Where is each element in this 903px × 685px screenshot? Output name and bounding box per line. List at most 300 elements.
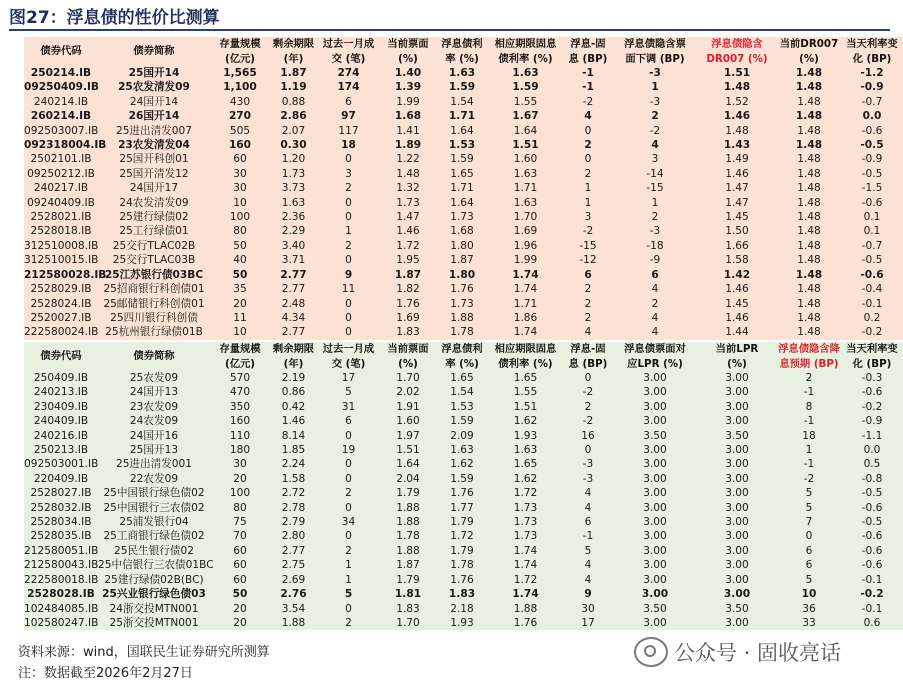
table-cell: -0.1 xyxy=(861,602,883,615)
column-header xyxy=(317,37,380,66)
table-cell: 0 xyxy=(584,153,592,166)
table-cell: 20 xyxy=(233,472,247,485)
table-cell: 1.73 xyxy=(450,211,474,224)
table-cell: 570 xyxy=(229,372,251,384)
table-cell: 1.69 xyxy=(513,225,538,238)
column-header xyxy=(697,37,777,66)
column-header-line: 浮息债隐含降 xyxy=(778,343,840,355)
table-cell: 1.45 xyxy=(725,297,749,310)
table-cell: 1.39 xyxy=(394,81,422,94)
table-cell: 0.5 xyxy=(863,458,881,471)
column-header-line: (亿元) xyxy=(224,357,255,370)
table-cell: 1.51 xyxy=(396,444,420,457)
table-cell: 6 xyxy=(805,559,813,572)
table-cell: 1.74 xyxy=(512,588,539,601)
column-header xyxy=(563,342,613,371)
table-cell: -14 xyxy=(646,167,664,180)
table-cell: 1.59 xyxy=(450,153,474,166)
table-cell: 4 xyxy=(584,559,592,572)
column-header-line: 浮息债隐含票 xyxy=(624,38,686,50)
table-cell: 0.0 xyxy=(862,110,882,123)
column-header xyxy=(697,342,777,371)
column-header xyxy=(436,342,488,371)
table-cell: 1.48 xyxy=(797,326,821,339)
table-cell: 4 xyxy=(651,283,659,296)
table-cell: 3.00 xyxy=(643,530,667,543)
column-header-line: 率 (%) xyxy=(445,357,479,370)
table-cell: 2.72 xyxy=(281,487,306,500)
table-cell: -1 xyxy=(803,458,815,471)
column-header-line: (%) xyxy=(727,357,747,370)
table-lpr-body xyxy=(24,371,903,630)
table-cell: 1.44 xyxy=(725,326,749,339)
column-header-line: 应LPR (%) xyxy=(627,357,683,370)
table-row xyxy=(24,472,903,486)
table-cell: 1.45 xyxy=(725,211,749,224)
table-cell: 1.48 xyxy=(797,182,821,195)
column-header xyxy=(613,37,697,66)
table-cell: 1.89 xyxy=(394,139,422,152)
table-row xyxy=(24,457,903,471)
table-cell: 30 xyxy=(233,167,247,180)
table-cell: 1.48 xyxy=(795,81,823,94)
table-cell: 1.71 xyxy=(450,182,474,195)
table-cell: 274 xyxy=(337,67,360,79)
column-header-line: 浮息-固 xyxy=(570,343,606,355)
table-cell: 09240409.IB xyxy=(27,196,95,209)
table-cell: 1.47 xyxy=(725,182,749,195)
table-cell: 1.59 xyxy=(448,81,476,94)
table-cell: 3.00 xyxy=(725,372,749,384)
table-cell: 20 xyxy=(233,616,247,629)
table-cell: 24浙交投MTN001 xyxy=(109,602,199,615)
table-cell: 0 xyxy=(345,254,352,267)
table-cell: 25进出清发001 xyxy=(115,458,193,471)
table-cell: 1.79 xyxy=(396,573,420,586)
column-header-line: DR007 (%) xyxy=(706,52,768,65)
table-cell: 3.00 xyxy=(643,415,667,428)
table-cell: -0.6 xyxy=(861,386,883,399)
table-cell: 1.74 xyxy=(513,544,538,557)
table-cell: 0.1 xyxy=(863,225,881,238)
table-cell: 0 xyxy=(345,311,352,324)
table-cell: 1.74 xyxy=(513,326,538,339)
table-cell: 2.07 xyxy=(281,124,306,137)
table-cell: 3.50 xyxy=(643,602,667,615)
table-cell: 1.46 xyxy=(725,311,749,324)
table-cell: 1.69 xyxy=(396,311,420,324)
table-cell: 0 xyxy=(345,602,352,615)
column-header xyxy=(488,37,563,66)
table-cell: -0.6 xyxy=(861,544,883,557)
table-cell: 1.88 xyxy=(281,616,306,629)
table-cell: 3.00 xyxy=(725,415,749,428)
table-cell: -0.1 xyxy=(861,573,883,586)
table-cell: 1.78 xyxy=(450,326,474,339)
table-cell: 1 xyxy=(345,559,352,572)
table-row xyxy=(24,210,903,224)
table-row xyxy=(24,80,903,94)
table-cell: 25国开14 xyxy=(128,67,180,79)
table-cell: 50 xyxy=(233,239,247,252)
table-cell: 3.00 xyxy=(643,487,667,500)
table-cell: 6 xyxy=(584,516,592,529)
table-cell: 240409.IB xyxy=(33,415,89,428)
table-cell: 3.40 xyxy=(281,239,306,252)
table-cell: 24国开13 xyxy=(129,386,179,399)
table-cell: 30 xyxy=(233,182,247,195)
table-cell: 4 xyxy=(651,326,659,339)
column-header-line: 当天利率变 xyxy=(846,38,898,50)
table-cell: 3.00 xyxy=(725,386,749,399)
table-cell: 1.64 xyxy=(513,124,538,137)
table-cell: -0.9 xyxy=(861,153,883,166)
table-cell: 3.00 xyxy=(725,458,749,471)
table-cell: 1.72 xyxy=(396,239,420,252)
table-cell: -0.5 xyxy=(860,139,884,152)
table-row xyxy=(24,573,903,587)
table-row xyxy=(24,414,903,428)
column-header-line: 交 (笔) xyxy=(331,357,366,370)
table-cell: 505 xyxy=(229,124,251,137)
table-cell: 25工商银行绿色债02 xyxy=(103,530,205,543)
table-cell: 1.74 xyxy=(513,559,538,572)
table-cell: 25四川银行科创债 xyxy=(110,311,198,324)
table-cell: 1.63 xyxy=(448,67,476,79)
table-cell: 3.00 xyxy=(643,573,667,586)
table-cell: 1.63 xyxy=(281,196,306,209)
table-cell: 3.00 xyxy=(643,444,667,457)
column-header-line: 存量规模 xyxy=(219,38,261,50)
table-cell: -1.1 xyxy=(861,429,883,442)
table-cell: 50 xyxy=(232,268,248,281)
table-cell: 1.99 xyxy=(513,254,538,267)
table-row xyxy=(24,152,903,166)
table-cell: 35 xyxy=(233,283,247,296)
table-cell: 2.18 xyxy=(450,602,474,615)
table-cell: 30 xyxy=(233,458,247,471)
table-cell: -9 xyxy=(649,254,661,267)
table-cell: 5 xyxy=(805,501,813,514)
column-header-line: 息预期 (BP) xyxy=(779,357,839,370)
table-cell: 220409.IB xyxy=(33,472,89,485)
table-cell: 1.86 xyxy=(513,311,538,324)
table-cell: 1.93 xyxy=(513,429,538,442)
table-cell: 2 xyxy=(345,487,352,500)
table-cell: -0.5 xyxy=(861,254,883,267)
table-cell: 10 xyxy=(233,196,247,209)
table-cell: 1.73 xyxy=(281,167,306,180)
table-cell: 2 xyxy=(345,544,352,557)
table-cell: 18 xyxy=(341,139,356,152)
table-cell: 1.73 xyxy=(450,297,474,310)
table-cell: 24国开17 xyxy=(129,182,179,195)
table-cell: -0.7 xyxy=(861,95,883,108)
table-cell: 3.00 xyxy=(725,530,749,543)
table-cell: 4 xyxy=(651,139,659,152)
table-cell: 240217.IB xyxy=(33,182,89,195)
table-cell: 2528034.IB xyxy=(30,516,92,529)
table-row xyxy=(24,311,903,325)
table-cell: 2.86 xyxy=(280,110,307,123)
table-cell: 1.63 xyxy=(513,196,538,209)
table-cell: 3.00 xyxy=(725,616,749,629)
table-cell: 1.48 xyxy=(797,153,821,166)
table-cell: 1 xyxy=(345,573,352,586)
table-cell: 25浙交投MTN001 xyxy=(109,616,199,629)
table-cell: 1.72 xyxy=(513,487,538,500)
table-cell: 1.81 xyxy=(394,588,422,601)
table-cell: 1.88 xyxy=(513,602,538,615)
column-header-line: 债券代码 xyxy=(40,350,82,363)
table-cell: 1.73 xyxy=(513,501,538,514)
column-header-line: 浮息债票面对 xyxy=(624,343,686,355)
table-cell: 1.68 xyxy=(450,225,474,238)
table-cell: 117 xyxy=(338,124,359,137)
column-header-line: 化 (BP) xyxy=(852,357,892,370)
table-cell: -2 xyxy=(582,386,594,399)
table-cell: 25建行绿债02B(BC) xyxy=(104,573,204,586)
table-row xyxy=(24,501,903,515)
table-cell: 25杭州银行绿债01B xyxy=(105,326,203,339)
table-cell: 1.53 xyxy=(448,139,476,152)
table-cell: 3.00 xyxy=(643,372,667,384)
table-cell: 6 xyxy=(651,268,659,281)
column-header-line: 浮息-固 xyxy=(570,38,606,50)
table-cell: 1 xyxy=(651,196,659,209)
table-cell: 25中信银行三农债01BC xyxy=(98,559,214,572)
column-header-line: 化 (BP) xyxy=(852,52,892,65)
table-cell: 1.87 xyxy=(450,254,474,267)
table-cell: 0 xyxy=(345,458,352,471)
figure-title: 图27：浮息债的性价比测算 xyxy=(9,8,220,28)
table-cell: -1 xyxy=(803,415,815,428)
table-cell: 1.79 xyxy=(450,516,474,529)
table-cell: -15 xyxy=(579,239,597,252)
table-cell: 1.67 xyxy=(512,110,539,123)
table-cell: 5 xyxy=(344,588,353,601)
table-cell: 1.70 xyxy=(396,616,420,629)
table-cell: 1.51 xyxy=(512,139,539,152)
table-cell: -1 xyxy=(582,67,594,79)
column-header xyxy=(436,37,488,66)
table-cell: 3.00 xyxy=(643,400,667,413)
table-cell: 2 xyxy=(345,239,352,252)
column-header xyxy=(488,342,563,371)
table-row xyxy=(24,529,903,543)
table-cell: 1.47 xyxy=(725,196,749,209)
table-cell: 1.62 xyxy=(513,472,538,485)
table-cell: 0 xyxy=(345,429,352,442)
table-cell: 2528024.IB xyxy=(30,297,92,310)
table-cell: 0 xyxy=(345,153,352,166)
table-cell: 1.48 xyxy=(797,196,821,209)
column-header-line: 息 (BP) xyxy=(568,357,608,370)
column-header-line: 过去一月成 xyxy=(322,38,375,50)
table-cell: 1.73 xyxy=(513,516,538,529)
table-row xyxy=(24,558,903,572)
table-row xyxy=(24,297,903,311)
table-cell: -1.2 xyxy=(860,67,884,79)
table-cell: 2.19 xyxy=(281,372,306,384)
table-cell: 1.40 xyxy=(394,67,422,79)
table-cell: 1.76 xyxy=(450,573,474,586)
table-cell: 212580028.IB xyxy=(24,268,107,281)
table-row xyxy=(24,124,903,138)
table-cell: 1.20 xyxy=(281,153,306,166)
table-row xyxy=(24,443,903,457)
table-cell: 2 xyxy=(584,139,592,152)
table-cell: 102580247.IB xyxy=(24,616,99,629)
table-cell: 092318004.IB xyxy=(24,139,107,152)
table-cell: 24国开14 xyxy=(129,95,179,108)
table-cell: 1.48 xyxy=(725,124,749,137)
table-cell: 1.60 xyxy=(396,415,420,428)
table-cell: 1.48 xyxy=(795,110,823,123)
table-cell: 222580024.IB xyxy=(24,326,99,339)
table-cell: 3.00 xyxy=(643,516,667,529)
table-cell: 1.93 xyxy=(450,616,474,629)
table-cell: 60 xyxy=(233,573,247,586)
table-cell: 3.50 xyxy=(725,602,749,615)
table-cell: 1.59 xyxy=(450,472,474,485)
table-cell: 4.34 xyxy=(281,311,306,324)
table-cell: 1.83 xyxy=(448,588,476,601)
table-cell: 80 xyxy=(233,225,247,238)
table-cell: 0.1 xyxy=(863,211,881,224)
table-cell: 1.48 xyxy=(797,167,821,180)
table-cell: 2.77 xyxy=(281,544,306,557)
table-cell: 092503007.IB xyxy=(24,124,99,137)
table-cell: 3.00 xyxy=(725,516,749,529)
column-header-line: 债券简称 xyxy=(133,45,175,58)
column-header xyxy=(98,342,210,371)
column-header xyxy=(270,37,317,66)
table-cell: 4 xyxy=(584,487,592,500)
table-cell: 1.49 xyxy=(725,153,749,166)
table-cell: 240213.IB xyxy=(33,386,89,399)
table-row xyxy=(24,224,903,238)
table-cell: 1.48 xyxy=(797,254,821,267)
table-cell: 2528028.IB xyxy=(27,588,95,601)
column-header-line: 相应期限固息 xyxy=(494,343,557,355)
table-cell: 1.63 xyxy=(513,167,538,180)
column-header-line: 率 (%) xyxy=(445,52,479,65)
table-cell: 1.46 xyxy=(725,283,749,296)
table-cell: 19 xyxy=(341,444,356,457)
table-cell: 1.95 xyxy=(396,254,420,267)
table-cell: 1.88 xyxy=(396,516,420,529)
table-cell: 3.00 xyxy=(643,559,667,572)
table-cell: 0 xyxy=(345,326,352,339)
table-cell: 09250212.IB xyxy=(27,167,95,180)
table-cell: 60 xyxy=(233,544,247,557)
table-cell: 25农发清发09 xyxy=(118,81,190,94)
table-cell: 1.87 xyxy=(396,559,420,572)
table-cell: -1.5 xyxy=(861,182,883,195)
table-cell: 1.74 xyxy=(513,283,538,296)
table-cell: 18 xyxy=(802,429,816,442)
table-cell: 1.48 xyxy=(723,81,751,94)
column-header-line: (%) xyxy=(398,52,418,65)
table-cell: 1.65 xyxy=(450,372,474,384)
table-cell: 9 xyxy=(584,588,592,601)
table-cell: 2 xyxy=(345,616,352,629)
column-header xyxy=(841,342,903,371)
table-cell: 1 xyxy=(584,196,592,209)
table-cell: 1.43 xyxy=(723,139,751,152)
table-cell: 97 xyxy=(341,110,356,123)
table-cell: 80 xyxy=(233,501,247,514)
table-cell: 3.00 xyxy=(643,458,667,471)
table-cell: 1 xyxy=(805,444,813,457)
table-cell: 09250409.IB xyxy=(24,81,100,94)
table-cell: 1.64 xyxy=(396,458,420,471)
table-cell: 1.78 xyxy=(450,559,474,572)
table-cell: 5 xyxy=(805,573,813,586)
table-dr007 xyxy=(24,37,903,340)
table-row xyxy=(24,196,903,210)
table-cell: 4 xyxy=(584,573,592,586)
table-cell: 1.88 xyxy=(450,311,474,324)
table-cell: 2 xyxy=(651,211,659,224)
table-cell: 1.77 xyxy=(450,501,474,514)
source-note: 资料来源：wind，国联民生证券研究所测算 xyxy=(18,645,270,660)
table-cell: 2528021.IB xyxy=(30,211,92,224)
table-cell: 36 xyxy=(802,602,816,615)
table-cell: 1.74 xyxy=(512,268,539,281)
column-header xyxy=(777,37,841,66)
table-cell: 1.70 xyxy=(396,372,420,384)
table-cell: 350 xyxy=(229,400,251,413)
table-cell: 3.00 xyxy=(725,472,749,485)
table-cell: 2 xyxy=(584,283,592,296)
table-cell: 2.69 xyxy=(281,573,306,586)
table-cell: 8 xyxy=(805,400,813,413)
table-cell: 0 xyxy=(805,530,813,543)
table-cell: 1.62 xyxy=(450,458,474,471)
table-cell: 1.99 xyxy=(396,95,420,108)
table-cell: 20 xyxy=(233,297,247,310)
table-cell: 3.50 xyxy=(643,429,667,442)
column-header-line: 浮息债隐含 xyxy=(711,38,763,50)
table-cell: 3.00 xyxy=(723,588,751,601)
table-cell: 0 xyxy=(345,501,352,514)
table-row xyxy=(24,66,903,80)
table-cell: 1.63 xyxy=(513,444,538,457)
table-cell: 1.64 xyxy=(450,196,474,209)
table-cell: 3.00 xyxy=(725,559,749,572)
table-cell: 092503001.IB xyxy=(24,458,99,471)
table-cell: 3.00 xyxy=(725,501,749,514)
table-row xyxy=(24,109,903,123)
title-rule xyxy=(9,29,890,31)
table-cell: 4 xyxy=(584,110,592,123)
table-cell: -0.6 xyxy=(860,268,884,281)
table-cell: 6 xyxy=(805,544,813,557)
table-cell: 0 xyxy=(345,472,352,485)
watermark xyxy=(634,637,841,667)
table-cell: -3 xyxy=(582,458,594,471)
table-cell: 6 xyxy=(584,268,592,281)
table-lpr-header xyxy=(24,342,903,371)
table-cell: 250409.IB xyxy=(33,372,89,384)
table-cell: 102484085.IB xyxy=(24,602,99,615)
table-cell: 0.88 xyxy=(281,95,306,108)
table-cell: 60 xyxy=(233,153,247,166)
table-cell: 3.50 xyxy=(725,429,749,442)
table-cell: 1.53 xyxy=(450,400,474,413)
